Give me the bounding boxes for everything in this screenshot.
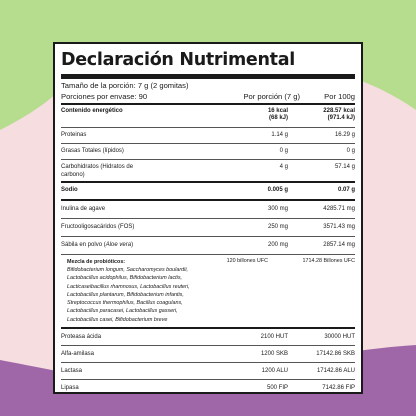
probiotic-line: Lactobacillus paracasei, Lactobacillus gasseri, [67,308,178,315]
inulin-row [61,201,355,218]
carbs-per-serving: 4 g [279,164,288,170]
col-per-serving-header: Por porción (7 g) [243,92,300,101]
probiotic-line: Lactobacillus casei, Bifidobacterium breve [67,316,168,323]
fat-row [61,144,355,159]
enzyme-name: Lipasa [61,385,79,391]
carbs-name-cont: carbono) [61,172,85,178]
protein-name: Proteinas [61,132,87,138]
probiotics-title: Mezcla de probióticos: [67,259,126,265]
protein-per-100: 16.29 g [334,132,355,138]
energy-per-100-kj: (971.4 kJ) [327,115,355,121]
enzymes-block [61,329,355,394]
sodium-name: Sodio [61,187,78,193]
fat-per-100: 0 g [346,148,355,154]
fos-row [61,219,355,236]
inulin-per-100: 4285.71 mg [323,206,355,212]
probiotic-line: Lactobacillus acidophilus, Bifidobacterium lactis, [67,275,183,282]
enzyme-name: Alfa-amilasa [61,351,95,357]
fos-per-100: 3571.43 mg [323,224,355,230]
serving-size: Tamaño de la porción: 7 g (2 gomitas) [61,81,189,90]
enzyme-per-100: 7142.86 FIP [322,385,355,391]
divider-thick [61,74,355,79]
sodium-per-serving: 0.005 g [267,187,288,193]
servings-per-container: Porciones por envase: 90 [61,92,148,101]
enzyme-per-serving: 2100 HUT [260,334,288,340]
enzyme-per-100: 17142.86 SKB [316,351,355,357]
nutrition-label [53,42,363,394]
probiotics-per-100: 1714.28 Billones UFC [302,258,355,264]
energy-per-serving-kj: (68 kJ) [268,115,288,121]
inulin-name: Inulina de agave [61,206,106,212]
enzyme-row [61,346,355,362]
probiotic-line: Lactobacillus plantarum, Bifidobacterium infantis, [67,291,184,298]
energy-per-serving-kcal: 16 kcal [267,108,288,114]
column-headers [61,92,355,101]
fos-per-serving: 250 mg [267,224,288,230]
label-title: Declaración Nutrimental [61,50,295,70]
probiotic-line: Lacticaseibacillus rhamnosus, Lactobacillus reuteri, [67,283,190,290]
fat-name: Grasas Totales (lípidos) [61,148,124,154]
inulin-per-serving: 300 mg [267,206,288,212]
enzyme-per-100: 30000 HUT [324,334,355,340]
sodium-per-100: 0.07 g [337,187,355,193]
enzyme-row [61,380,355,394]
col-per-100-header: Por 100g [324,92,355,101]
protein-per-serving: 1.14 g [271,132,288,138]
aloe-per-100: 2857.14 mg [323,242,355,248]
enzyme-name: Proteasa ácida [61,334,102,340]
probiotics-per-serving: 120 billones UFC [226,258,268,264]
probiotics-block [61,255,355,325]
aloe-row [61,237,355,254]
aloe-per-serving: 200 mg [267,242,288,248]
carbs-name: Carbohidratos (Hidratos de [61,164,134,170]
probiotic-line: Streptococcus thermophilus, Bacillus coagulans, [67,300,183,307]
enzyme-row [61,329,355,345]
aloe-name: Sábila en polvo (Aloe vera) [61,242,134,248]
enzyme-per-serving: 1200 SKB [260,351,288,357]
fat-per-serving: 0 g [279,148,288,154]
enzyme-per-100: 17142.86 ALU [316,368,355,374]
enzyme-row [61,363,355,379]
protein-row [61,128,355,143]
enzyme-name: Lactasa [61,368,83,374]
sodium-row [61,183,355,199]
enzyme-per-serving: 1200 ALU [261,368,288,374]
probiotics-list [61,266,208,324]
enzyme-per-serving: 500 FIP [266,385,288,391]
fos-name: Fructooligosacáridos (FOS) [61,224,135,230]
energy-row [61,105,355,127]
probiotic-line: Bifidobacterium longum, Saccharomyces boulardii, [67,267,189,273]
carbs-per-100: 57.14 g [334,164,355,170]
carbs-row [61,160,355,181]
energy-name: Contenido energético [61,108,123,114]
energy-per-100-kcal: 228.57 kcal [323,108,355,114]
